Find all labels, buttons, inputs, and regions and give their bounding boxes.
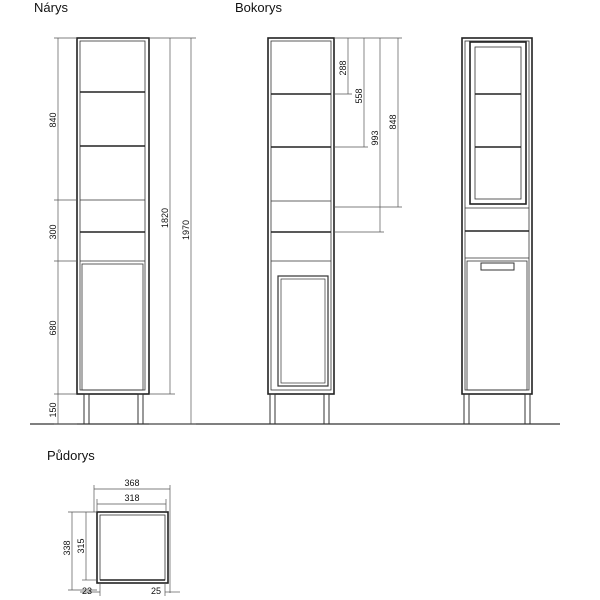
plan-view-title: Půdorys [47, 448, 95, 463]
side-view [268, 38, 402, 424]
side-dim-288: 288 [338, 60, 348, 76]
side-dim-558: 558 [354, 88, 364, 104]
alt-leg-right [525, 394, 530, 424]
handle-icon [481, 263, 514, 270]
side-door-panel [278, 276, 328, 386]
plan-view [62, 478, 180, 596]
alt-leg-left [464, 394, 469, 424]
front-dim-150: 150 [48, 402, 58, 418]
front-dim-1820: 1820 [160, 207, 170, 229]
front-leg-right [138, 394, 143, 424]
front-leg-left [84, 394, 89, 424]
plan-dim-318: 318 [124, 493, 140, 503]
plan-dim-315: 315 [76, 538, 86, 554]
side-dim-848: 848 [388, 114, 398, 130]
alt-glass-door-frame [470, 42, 526, 204]
plan-dim-23: 23 [81, 586, 92, 596]
plan-cabinet-inner [100, 515, 165, 580]
front-door-panel [82, 264, 143, 390]
side-view-title: Bokorys [235, 0, 282, 15]
alt-cabinet-body [462, 38, 532, 394]
front-dim-680: 680 [48, 320, 58, 336]
front-dim-1970: 1970 [181, 219, 191, 241]
alt-glass-door-panel [475, 47, 521, 199]
front-view [48, 38, 196, 424]
front-dim-840: 840 [48, 112, 58, 128]
front-cabinet-inner [80, 41, 145, 390]
side-dim-993: 993 [370, 130, 380, 146]
side-leg-right [324, 394, 329, 424]
plan-dim-338: 338 [62, 540, 72, 556]
side-leg-left [270, 394, 275, 424]
front-view-alt [462, 38, 532, 424]
plan-cabinet-outline [97, 512, 168, 583]
alt-door-panel [467, 261, 527, 390]
front-view-title: Nárys [34, 0, 68, 15]
plan-dim-25: 25 [150, 586, 161, 596]
front-dim-300: 300 [48, 224, 58, 240]
plan-dim-368: 368 [124, 478, 140, 488]
